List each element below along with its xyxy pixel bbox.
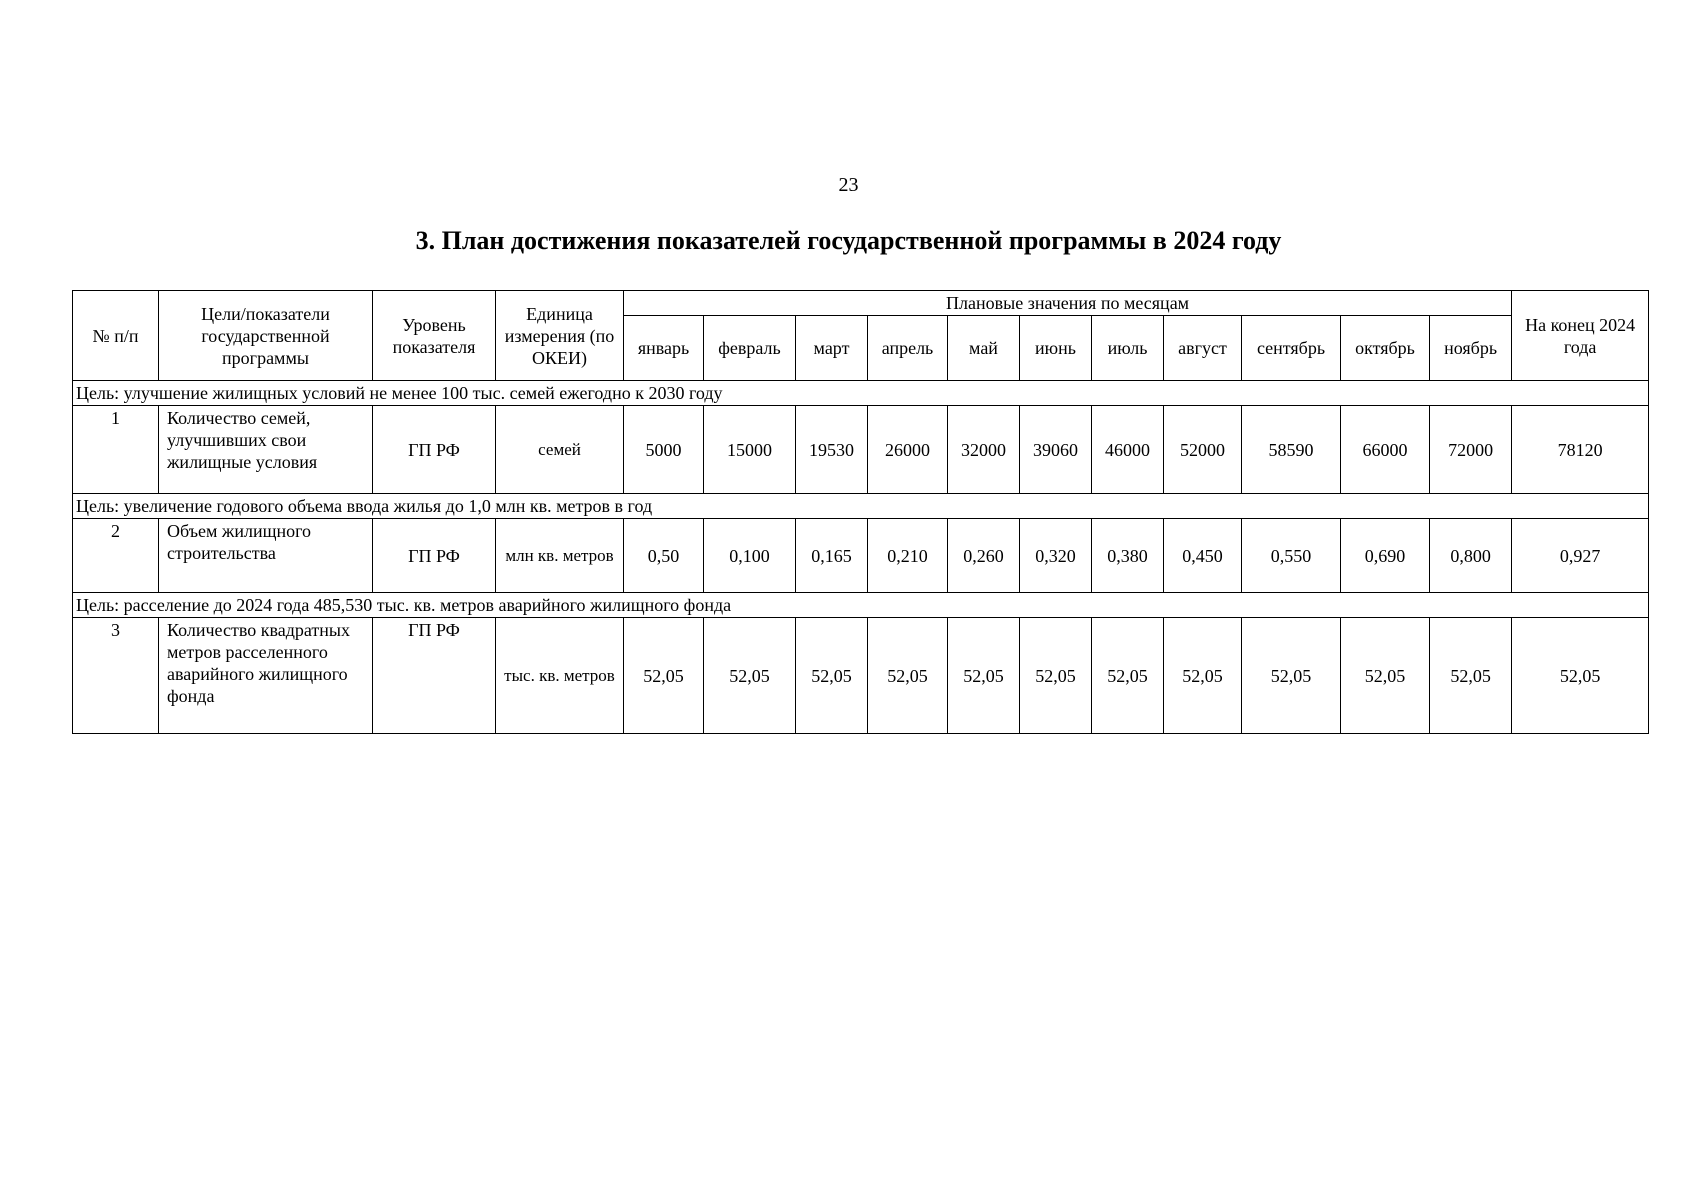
month-header: январь	[624, 316, 704, 381]
month-value: 46000	[1092, 406, 1164, 494]
month-value: 0,100	[704, 519, 796, 593]
indicator-row	[73, 519, 1649, 593]
goal-row	[73, 593, 1649, 618]
month-value: 0,50	[624, 519, 704, 593]
header-planned: Плановые значения по месяцам	[624, 291, 1512, 316]
month-value: 0,550	[1242, 519, 1341, 593]
month-value: 72000	[1430, 406, 1512, 494]
indicator-unit: тыс. кв. метров	[496, 618, 624, 734]
month-header: июль	[1092, 316, 1164, 381]
month-value: 15000	[704, 406, 796, 494]
month-value: 0,450	[1164, 519, 1242, 593]
goal-text: Цель: улучшение жилищных условий не менее 100 тыс. семей ежегодно к 2030 году	[73, 381, 1649, 406]
month-value: 0,165	[796, 519, 868, 593]
month-header: май	[948, 316, 1020, 381]
month-value: 58590	[1242, 406, 1341, 494]
indicator-row	[73, 406, 1649, 494]
month-value: 0,210	[868, 519, 948, 593]
month-value: 66000	[1341, 406, 1430, 494]
row-number: 1	[73, 406, 159, 494]
month-value: 52,05	[1242, 618, 1341, 734]
month-value: 0,260	[948, 519, 1020, 593]
header-row	[73, 291, 1649, 316]
month-value: 52,05	[948, 618, 1020, 734]
month-value: 32000	[948, 406, 1020, 494]
month-header: апрель	[868, 316, 948, 381]
month-value: 52,05	[1092, 618, 1164, 734]
month-value: 52,05	[1341, 618, 1430, 734]
page-title: 3. План достижения показателей государственной программы в 2024 году	[415, 226, 1282, 255]
year-end-value: 0,927	[1512, 519, 1649, 593]
header-end: На конец 2024 года	[1512, 291, 1649, 381]
indicator-name: Объем жилищного строительства	[159, 519, 373, 593]
goal-row	[73, 381, 1649, 406]
indicator-unit: млн кв. метров	[496, 519, 624, 593]
indicator-unit: семей	[496, 406, 624, 494]
month-value: 0,380	[1092, 519, 1164, 593]
month-value: 52,05	[704, 618, 796, 734]
row-number: 3	[73, 618, 159, 734]
month-header: март	[796, 316, 868, 381]
month-value: 52,05	[1164, 618, 1242, 734]
month-header: ноябрь	[1430, 316, 1512, 381]
month-value: 52,05	[1020, 618, 1092, 734]
month-value: 52,05	[868, 618, 948, 734]
year-end-value: 52,05	[1512, 618, 1649, 734]
header-level: Уровень показателя	[373, 291, 496, 381]
month-header: август	[1164, 316, 1242, 381]
month-value: 52,05	[624, 618, 704, 734]
indicator-name: Количество квадратных метров расселенного аварийного жилищного фонда	[159, 618, 373, 734]
goal-text: Цель: увеличение годового объема ввода жилья до 1,0 млн кв. метров в год	[73, 494, 1649, 519]
month-value: 0,320	[1020, 519, 1092, 593]
indicator-name: Количество семей, улучшивших свои жилищные условия	[159, 406, 373, 494]
plan-table	[72, 290, 1649, 734]
header-unit: Единица измерения (по ОКЕИ)	[496, 291, 624, 381]
indicator-level: ГП РФ	[373, 406, 496, 494]
header-goals: Цели/показатели государственной программы	[159, 291, 373, 381]
indicator-row	[73, 618, 1649, 734]
row-number: 2	[73, 519, 159, 593]
goal-row	[73, 494, 1649, 519]
year-end-value: 78120	[1512, 406, 1649, 494]
month-header: июнь	[1020, 316, 1092, 381]
month-header: октябрь	[1341, 316, 1430, 381]
month-value: 26000	[868, 406, 948, 494]
month-value: 52000	[1164, 406, 1242, 494]
month-value: 39060	[1020, 406, 1092, 494]
month-value: 0,690	[1341, 519, 1430, 593]
page-number: 23	[838, 174, 859, 196]
indicator-level: ГП РФ	[373, 519, 496, 593]
month-value: 19530	[796, 406, 868, 494]
month-header: сентябрь	[1242, 316, 1341, 381]
month-header: февраль	[704, 316, 796, 381]
header-num: № п/п	[73, 291, 159, 381]
month-value: 5000	[624, 406, 704, 494]
indicator-level: ГП РФ	[373, 618, 496, 734]
month-value: 52,05	[796, 618, 868, 734]
month-value: 0,800	[1430, 519, 1512, 593]
goal-text: Цель: расселение до 2024 года 485,530 тыс. кв. метров аварийного жилищного фонда	[73, 593, 1649, 618]
month-value: 52,05	[1430, 618, 1512, 734]
